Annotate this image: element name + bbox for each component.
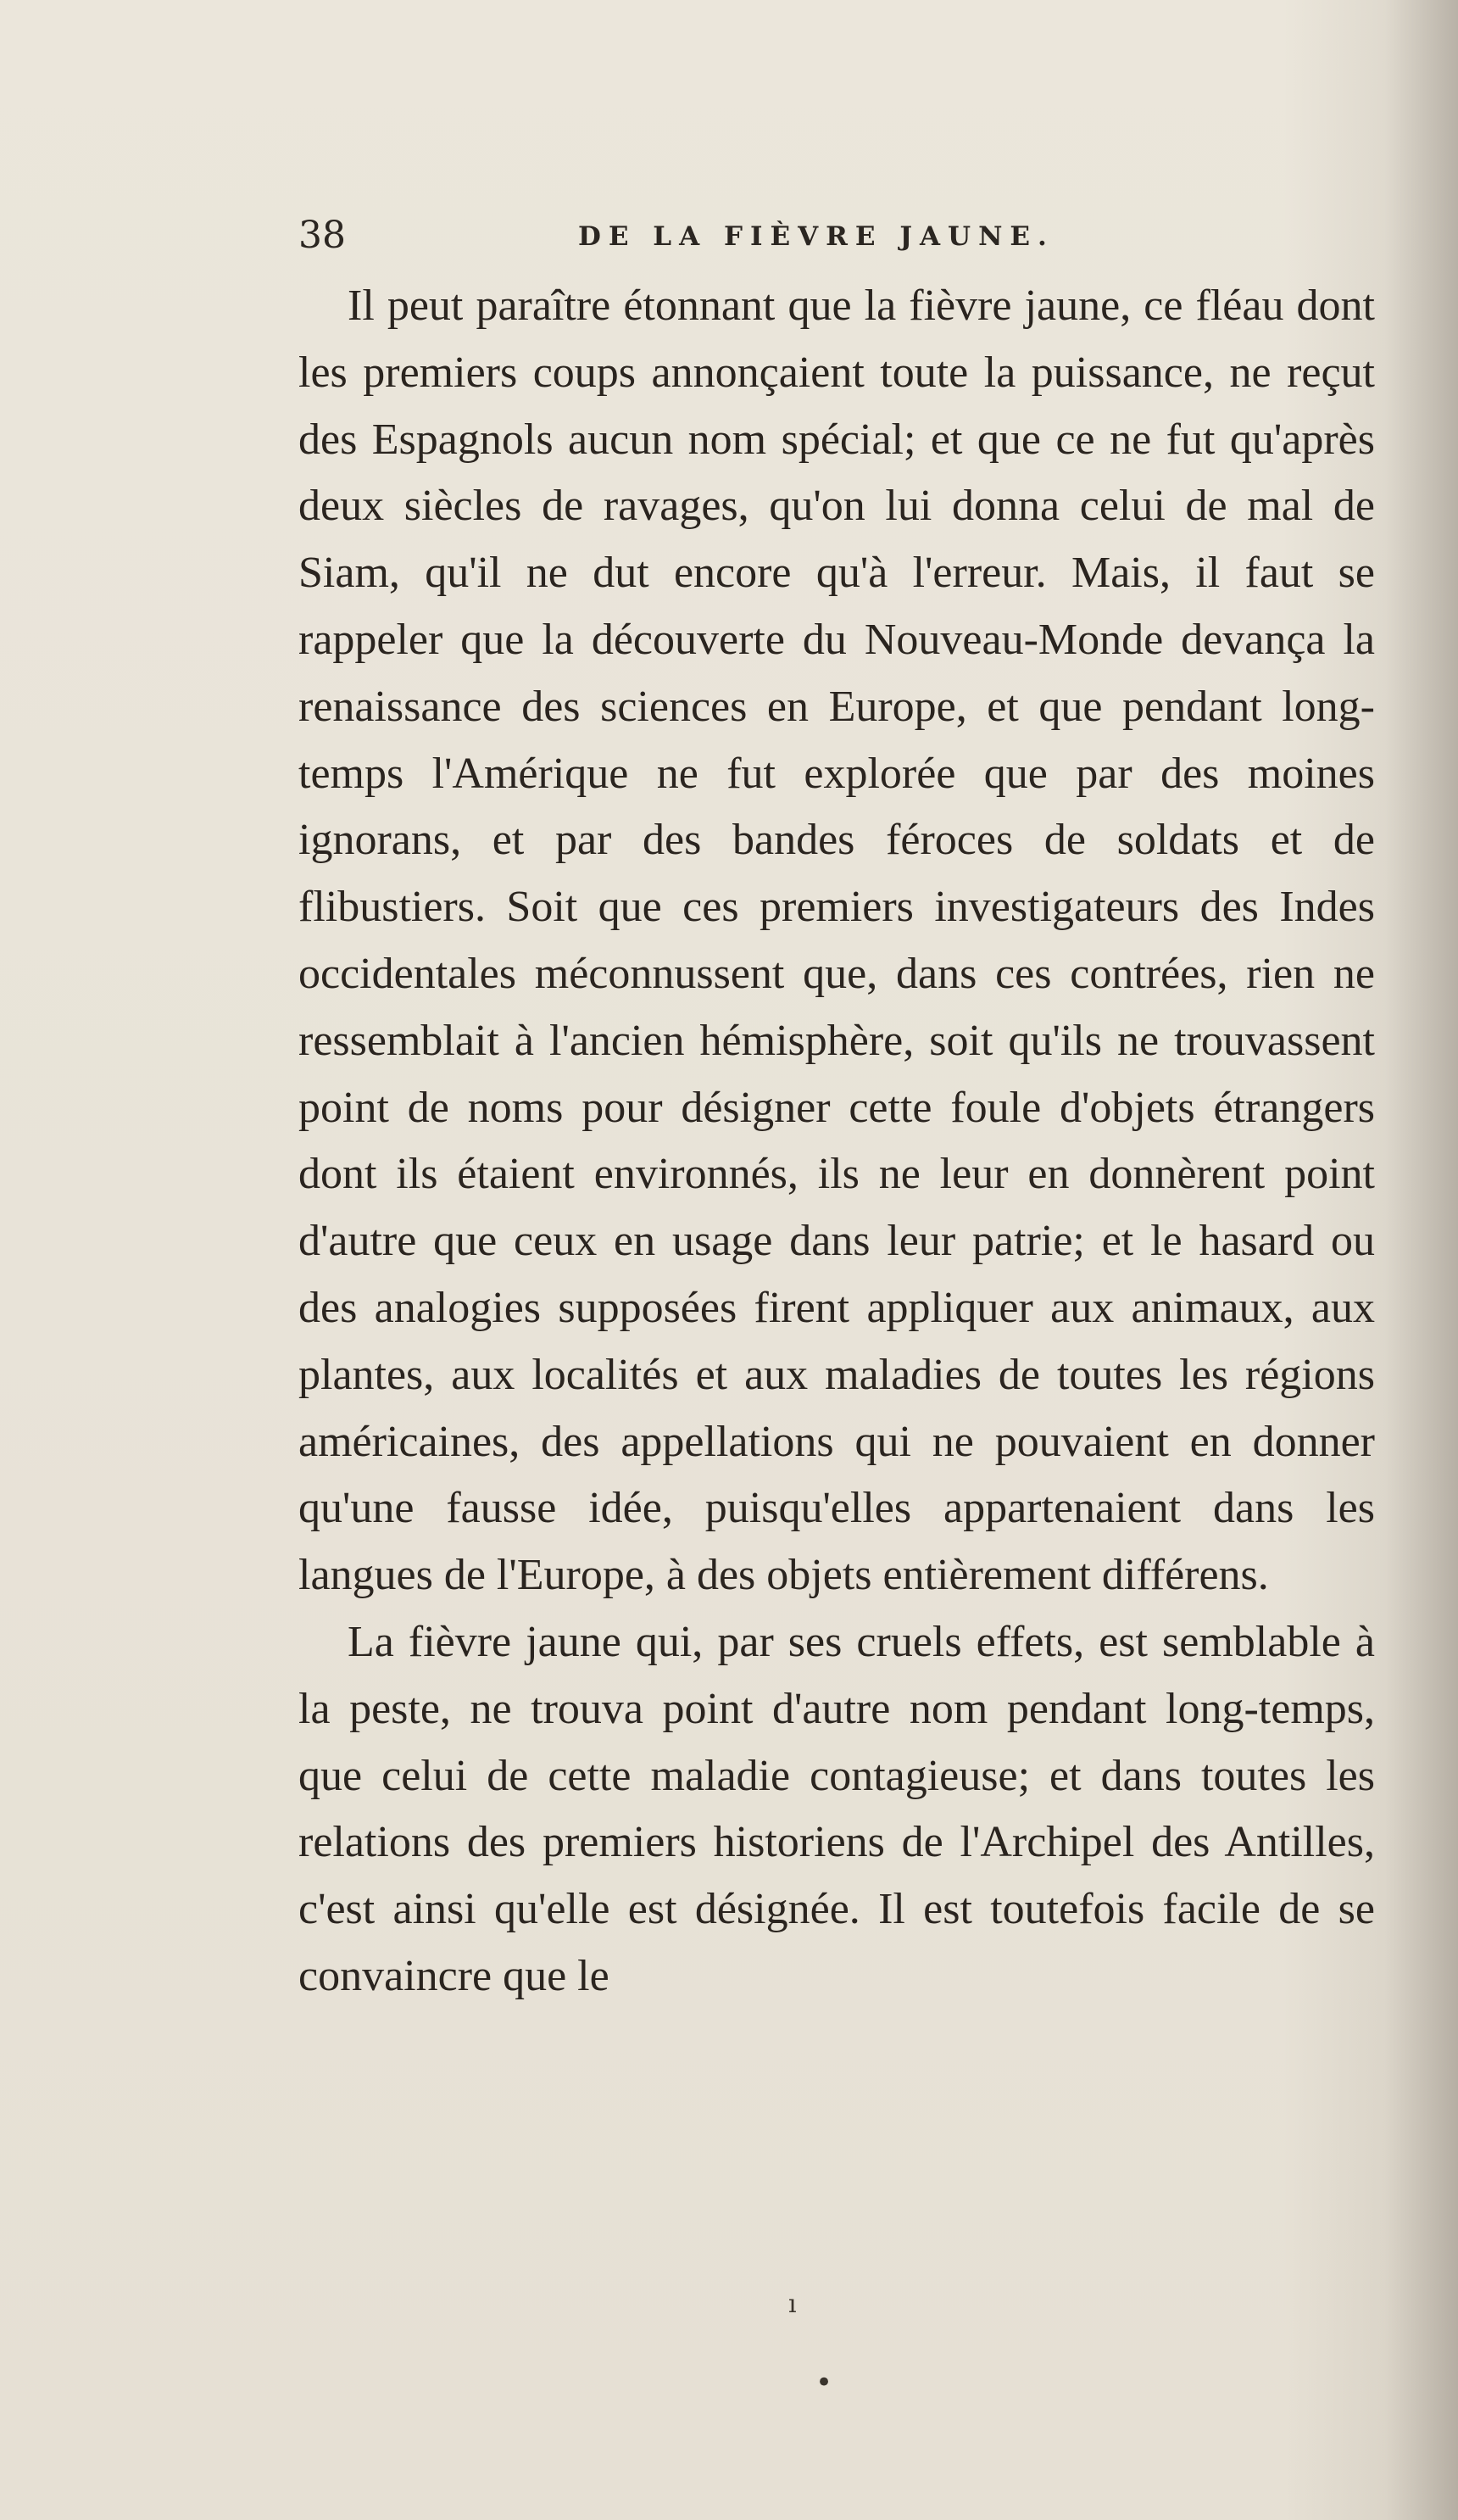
paragraph-1: Il peut paraître étonnant que la fièvre jaune, ce fléau dont les premiers coups annonçaient toute la puissance, ne reçut des Espagnols aucun nom spécial; et que ce ne fut qu'après deux siècles de ravages, qu'on lui donna celui de mal de Siam, qu'il ne dut encore qu'à l'erreur. Mais, il faut se rappeler que la découverte du Nouveau-Monde devança la renaissance des sciences en Europe, et que pendant long-temps l'Amérique ne fut explorée que par des moines ignorans, et par des bandes féroces de soldats et de flibustiers. Soit que ces premiers investigateurs des Indes occidentales méconnussent que, dans ces contrées, rien ne ressemblait à l'ancien hémisphère, soit qu'ils ne trouvassent point de noms pour désigner cette foule d'objets étrangers dont ils étaient environnés, ils ne leur en donnèrent point d'autre que ceux en usage dans leur patrie; et le hasard ou des analogies supposées firent appliquer aux animaux, aux plantes, aux localités et aux maladies de toutes les régions américaines, des appellations qui ne pouvaient en donner qu'une fausse idée, puisqu'elles appartenaient dans les langues de l'Europe, à des objets entièrement différens. xyxy=(298,282,1375,1600)
ink-speck: ı xyxy=(788,2289,797,2319)
body-text xyxy=(298,273,1375,2010)
page-header xyxy=(298,210,1375,261)
page-number: 38 xyxy=(298,214,346,257)
paragraph-2: La fièvre jaune qui, par ses cruels effets, est semblable à la peste, ne trouva point d'autre nom pendant long-temps, que celui de cette maladie contagieuse; et dans toutes les relations des premiers historiens de l'Archipel des Antilles, c'est ainsi qu'elle est désignée. Il est toutefois facile de se convaincre que le xyxy=(298,1617,1375,2000)
running-title: DE LA FIÈVRE JAUNE. xyxy=(578,221,1055,252)
ink-speck: • xyxy=(815,2366,833,2400)
